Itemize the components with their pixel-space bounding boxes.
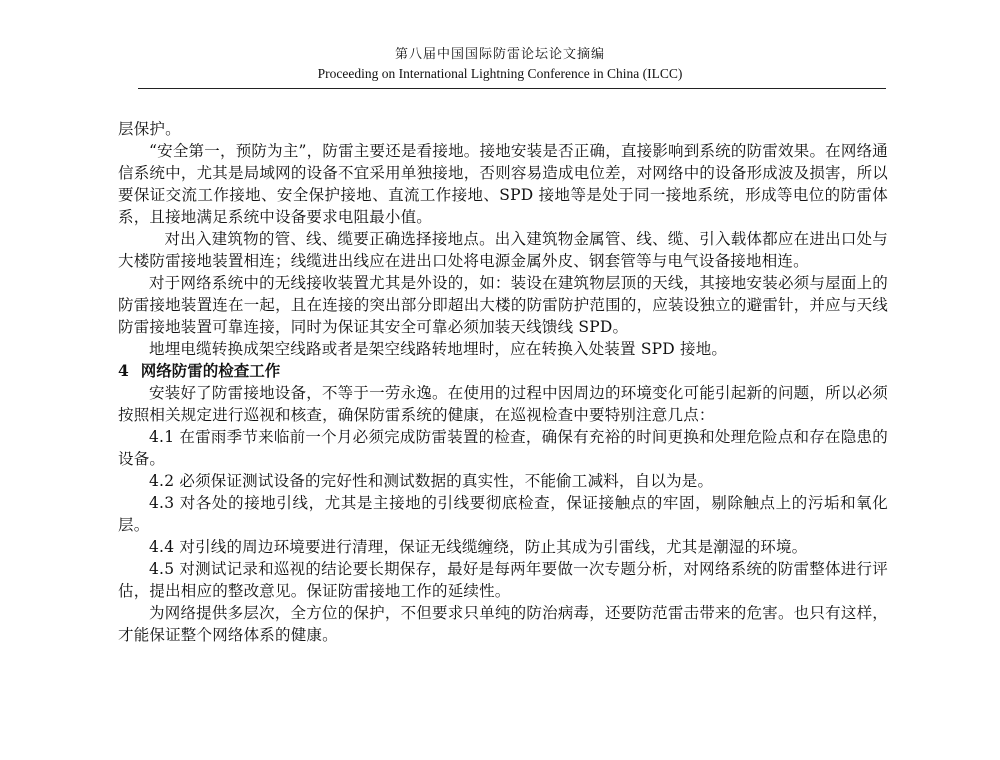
paragraph-continued: 层保护。 <box>118 120 181 138</box>
paragraph-4-5: 4.5 对测试记录和巡视的结论要长期保存，最好是每两年要做一次专题分析，对网络系统的防雷整体进行评估，提出相应的整改意见。保证防雷接地工作的延续性。 <box>118 560 888 600</box>
header-rule <box>138 88 886 89</box>
paragraph-wireless: 对于网络系统中的无线接收装置尤其是外设的，如：装设在建筑物层顶的天线，其接地安装必须与屋面上的防雷接地装置连在一起，且在连接的突出部分即超出大楼的防雷防护范围的，应装设独立的避雷针，并应与天线防雷接地装置可靠连接，同时为保证其安全可靠必须加装天线馈线 SPD。 <box>118 274 888 336</box>
paragraph-4-4: 4.4 对引线的周边环境要进行清理，保证无线缆缠绕，防止其成为引雷线，尤其是潮湿的环境。 <box>149 538 808 556</box>
article-body <box>118 118 888 646</box>
section-number: 4 <box>118 361 129 380</box>
paragraph-grounding: “安全第一，预防为主”，防雷主要还是看接地。接地安装是否正确，直接影响到系统的防雷效果。在网络通信系统中，尤其是局域网的设备不宜采用单独接地，否则容易造成电位差，对网络中的设备形成波及损害，所以要保证交流工作接地、安全保护接地、直流工作接地、SPD 接地等是处于同一接地系统，形成等电位的防雷体系，且接地满足系统中设备要求电阻最小值。 <box>118 142 888 226</box>
paragraph-buried-cable: 地埋电缆转换成架空线路或者是架空线路转地埋时，应在转换入处装置 SPD 接地。 <box>149 340 728 358</box>
paragraph-4-1: 4.1 在雷雨季节来临前一个月必须完成防雷装置的检查，确保有充裕的时间更换和处理危险点和存在隐患的设备。 <box>118 428 888 468</box>
running-header <box>120 46 880 83</box>
paragraph-4-2: 4.2 必须保证测试设备的完好性和测试数据的真实性，不能偷工减料，自以为是。 <box>149 472 714 490</box>
section-title: 网络防雷的检查工作 <box>140 361 281 380</box>
paragraph-inspection-intro: 安装好了防雷接地设备，不等于一劳永逸。在使用的过程中因周边的环境变化可能引起新的问题，所以必须按照相关规定进行巡视和核查，确保防雷系统的健康，在巡视检查中要特别注意几点： <box>118 384 888 424</box>
paragraph-conclusion: 为网络提供多层次，全方位的保护，不但要求只单纯的防治病毒，还要防范雷击带来的危害。也只有这样，才能保证整个网络体系的健康。 <box>118 604 888 644</box>
paragraph-4-3: 4.3 对各处的接地引线，尤其是主接地的引线要彻底检查，保证接触点的牢固，剔除触点上的污垢和氧化层。 <box>118 494 888 534</box>
section-heading-4 <box>118 360 888 382</box>
paragraph-entry-points: 对出入建筑物的管、线、缆要正确选择接地点。出入建筑物金属管、线、缆、引入载体都应在进出口处与大楼防雷接地装置相连；线缆进出线应在进出口处将电源金属外皮、钢套管等与电气设备接地相连。 <box>118 230 888 270</box>
header-title-en: Proceeding on International Lightning Conference in China (ILCC) <box>317 66 683 81</box>
header-title-cn: 第八届中国国际防雷论坛论文摘编 <box>394 47 605 62</box>
